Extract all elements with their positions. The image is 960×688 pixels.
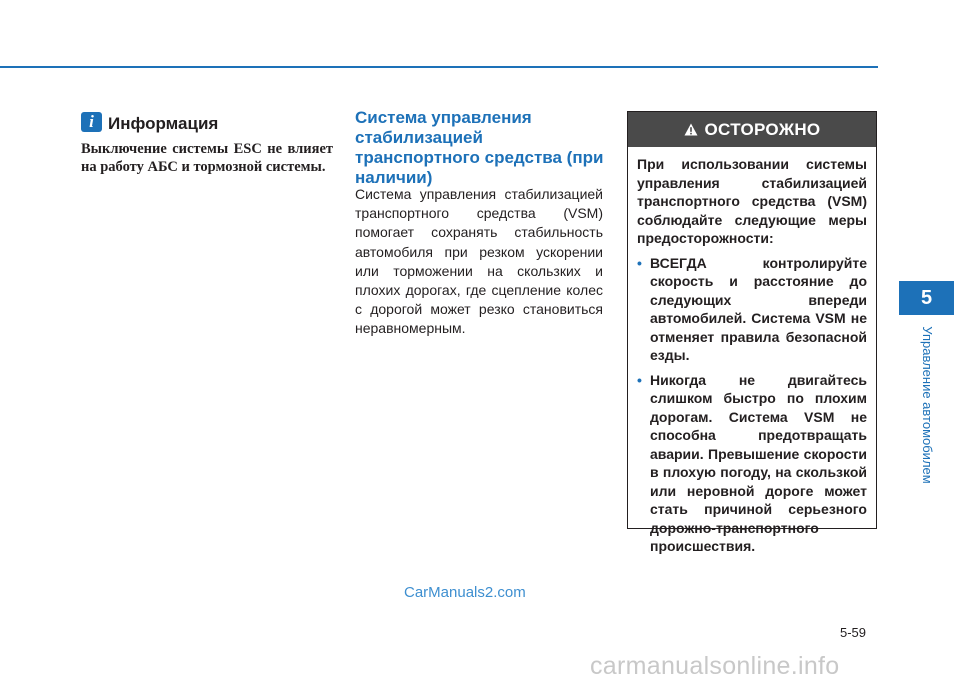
watermark-bottom: carmanualsonline.info [590, 652, 840, 680]
chapter-title: Управление автомобилем [920, 326, 935, 484]
bullet-icon: • [637, 254, 642, 271]
warning-item-text: ВСЕГДА контролируйте скорость и расстояние до следующих впереди автомобилей. Система VSM не отменяет правила безопасной езды. [650, 254, 867, 363]
section-body: Система управления стабилизацией транспортного средства (VSM) помогает сохранять стабильность автомобиля при резком ускорении или торможении на скользких и плохих дорогах, где сцепление колес с дорогой может резко становиться неравномерным. [355, 186, 603, 337]
warning-box [627, 111, 877, 554]
page-number: 5-59 [840, 625, 867, 640]
warning-item-text: Никогда не двигайтесь слишком быстро по плохим дорогам. Система VSM не способна предотвращать аварии. Превышение скорости в плохую погоду, на скользкой или неровной дороге может стать причиной серьезного дорожно-транспортного происшествия. [650, 371, 867, 554]
info-icon: i [81, 112, 102, 132]
warning-intro: При использовании системы управления стабилизацией транспортного средства (VSM) соблюдайте следующие меры предосторожности: [637, 156, 867, 246]
info-body: Выключение системы ESC не влияет на работу АБС и тормозной системы. [81, 141, 333, 175]
info-title: Информация [108, 114, 219, 133]
warning-header [628, 112, 876, 147]
header-rule [0, 66, 878, 68]
warning-title: ОСТОРОЖНО [704, 119, 821, 139]
chapter-tab: 5 [899, 281, 954, 315]
watermark-top: CarManuals2.com [404, 584, 526, 601]
warning-item [637, 371, 867, 556]
bullet-icon: • [637, 371, 642, 388]
warning-triangle-icon [684, 123, 698, 136]
section-title: Система управления стабилизацией транспортного средства (при наличии) [355, 108, 604, 187]
warning-item [637, 254, 867, 365]
warning-list [637, 254, 867, 556]
